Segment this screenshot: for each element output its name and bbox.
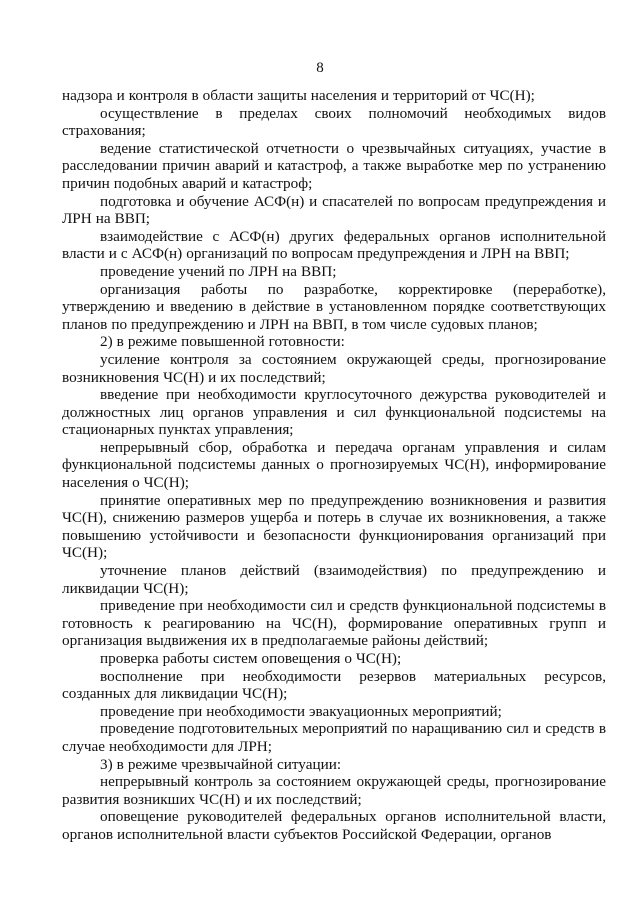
paragraph: оповещение руководителей федеральных органов исполнительной власти, органов исполнительной власти субъектов Российской Федерации, органов	[62, 808, 606, 843]
paragraph: непрерывный контроль за состоянием окружающей среды, прогнозирование развития возникших ЧС(Н) и их последствий;	[62, 773, 606, 808]
paragraph: уточнение планов действий (взаимодействия) по предупреждению и ликвидации ЧС(Н);	[62, 562, 606, 597]
section-heading: 2) в режиме повышенной готовности:	[100, 333, 345, 351]
paragraph: надзора и контроля в области защиты населения и территорий от ЧС(Н);	[62, 87, 535, 104]
page-number: 8	[316, 60, 324, 76]
paragraph: организация работы по разработке, корректировке (переработке), утверждению и введению в действие в установленном порядке соответствующих планов по предупреждению и ЛРН на ВВП, в том числе судовых планов;	[62, 280, 606, 333]
document-body	[62, 87, 606, 844]
paragraph: приведение при необходимости сил и средств функциональной подсистемы в готовность к реагированию на ЧС(Н), формирование оперативных групп и организация выдвижения их в предполагаемые районы действий;	[62, 597, 606, 650]
paragraph: взаимодействие с АСФ(н) других федеральных органов исполнительной власти и с АСФ(н) организаций по вопросам предупреждения и ЛРН на ВВП;	[62, 227, 606, 263]
paragraph: проверка работы систем оповещения о ЧС(Н);	[100, 650, 402, 667]
paragraph: принятие оперативных мер по предупреждению возникновения и развития ЧС(Н), снижению размеров ущерба и потерь в случае их возникновения, а также повышению устойчивости и безопасности функционирования организаций при ЧС(Н);	[62, 491, 606, 562]
paragraph: проведение при необходимости эвакуационных мероприятий;	[100, 702, 502, 720]
paragraph: усиление контроля за состоянием окружающей среды, прогнозирование возникновения ЧС(Н) и их последствий;	[62, 350, 606, 386]
section-heading: 3) в режиме чрезвычайной ситуации:	[100, 755, 342, 773]
paragraph: проведение подготовительных мероприятий по наращиванию сил и средств в случае необходимости для ЛРН;	[62, 720, 606, 755]
paragraph: восполнение при необходимости резервов материальных ресурсов, созданных для ликвидации ЧС(Н);	[62, 667, 606, 703]
paragraph: ведение статистической отчетности о чрезвычайных ситуациях, участие в расследовании причин аварий и катастроф, а также выработке мер по устранению причин подобных аварий и катастроф;	[62, 139, 606, 192]
paragraph: непрерывный сбор, обработка и передача органам управления и силам функциональной подсистемы данных о прогнозируемых ЧС(Н), информирование населения о ЧС(Н);	[62, 438, 606, 492]
paragraph: введение при необходимости круглосуточного дежурства руководителей и должностных лиц органов управления и сил функциональной подсистемы на стационарных пунктах управления;	[62, 386, 606, 439]
paragraph: подготовка и обучение АСФ(н) и спасателей по вопросам предупреждения и ЛРН на ВВП;	[62, 192, 606, 228]
paragraph: проведение учений по ЛРН на ВВП;	[100, 262, 337, 280]
paragraph: осуществление в пределах своих полномочий необходимых видов страхования;	[62, 104, 606, 140]
